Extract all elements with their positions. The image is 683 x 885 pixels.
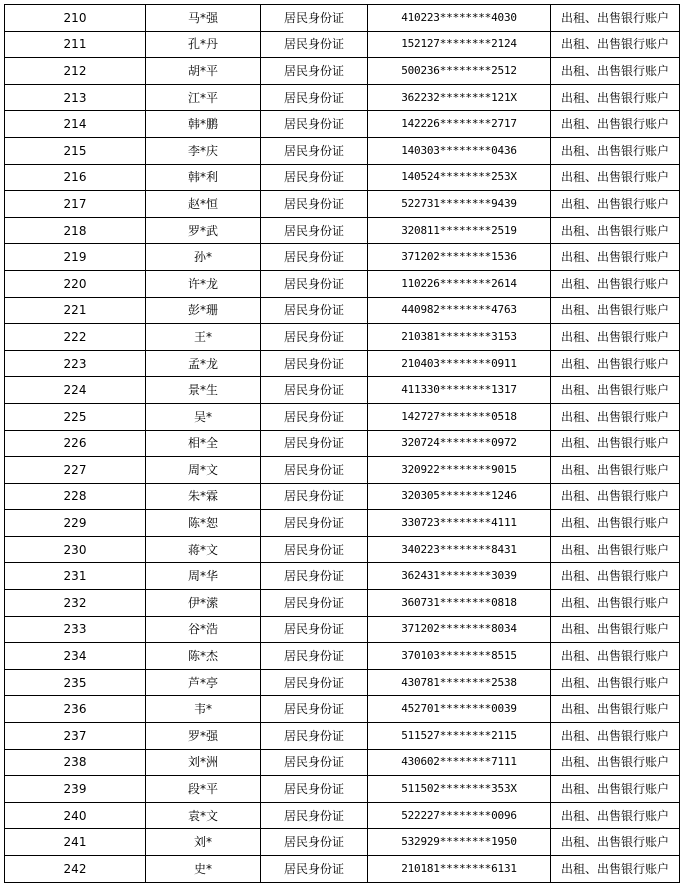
offense-cell: 出租、出售银行账户 — [551, 217, 680, 244]
row-number-cell: 226 — [5, 430, 146, 457]
id-number-cell: 110226********2614 — [368, 270, 551, 297]
id-number-cell: 522731********9439 — [368, 191, 551, 218]
table-row — [5, 403, 680, 430]
id-number-cell: 210181********6131 — [368, 856, 551, 883]
person-name-cell: 蒋*文 — [146, 536, 261, 563]
id-number-cell: 500236********2512 — [368, 58, 551, 85]
row-number-cell: 236 — [5, 696, 146, 723]
id-type-cell: 居民身份证 — [261, 430, 368, 457]
offense-cell: 出租、出售银行账户 — [551, 696, 680, 723]
table-row — [5, 590, 680, 617]
offense-cell: 出租、出售银行账户 — [551, 270, 680, 297]
id-number-cell: 142727********0518 — [368, 403, 551, 430]
table-row — [5, 829, 680, 856]
row-number-cell: 224 — [5, 377, 146, 404]
offense-cell: 出租、出售银行账户 — [551, 669, 680, 696]
table-row — [5, 616, 680, 643]
id-number-cell: 142226********2717 — [368, 111, 551, 138]
table-row — [5, 244, 680, 271]
id-type-cell: 居民身份证 — [261, 403, 368, 430]
offense-cell: 出租、出售银行账户 — [551, 191, 680, 218]
id-number-cell: 370103********8515 — [368, 643, 551, 670]
person-name-cell: 段*平 — [146, 776, 261, 803]
id-type-cell: 居民身份证 — [261, 111, 368, 138]
offense-cell: 出租、出售银行账户 — [551, 430, 680, 457]
row-number-cell: 231 — [5, 563, 146, 590]
id-number-cell: 320811********2519 — [368, 217, 551, 244]
offense-cell: 出租、出售银行账户 — [551, 856, 680, 883]
row-number-cell: 214 — [5, 111, 146, 138]
id-number-cell: 362431********3039 — [368, 563, 551, 590]
table-row — [5, 84, 680, 111]
id-type-cell: 居民身份证 — [261, 457, 368, 484]
row-number-cell: 213 — [5, 84, 146, 111]
person-name-cell: 史* — [146, 856, 261, 883]
id-type-cell: 居民身份证 — [261, 270, 368, 297]
person-name-cell: 相*全 — [146, 430, 261, 457]
offense-cell: 出租、出售银行账户 — [551, 802, 680, 829]
id-type-cell: 居民身份证 — [261, 563, 368, 590]
table-row — [5, 483, 680, 510]
id-type-cell: 居民身份证 — [261, 191, 368, 218]
id-type-cell: 居民身份证 — [261, 616, 368, 643]
person-name-cell: 刘* — [146, 829, 261, 856]
id-type-cell: 居民身份证 — [261, 776, 368, 803]
id-number-cell: 320724********0972 — [368, 430, 551, 457]
person-name-cell: 韦* — [146, 696, 261, 723]
offense-cell: 出租、出售银行账户 — [551, 111, 680, 138]
id-type-cell: 居民身份证 — [261, 31, 368, 58]
row-number-cell: 215 — [5, 137, 146, 164]
offense-cell: 出租、出售银行账户 — [551, 403, 680, 430]
person-name-cell: 刘*洲 — [146, 749, 261, 776]
offense-cell: 出租、出售银行账户 — [551, 297, 680, 324]
table-row — [5, 217, 680, 244]
offense-cell: 出租、出售银行账户 — [551, 776, 680, 803]
id-number-cell: 452701********0039 — [368, 696, 551, 723]
offense-cell: 出租、出售银行账户 — [551, 749, 680, 776]
id-number-cell: 360731********0818 — [368, 590, 551, 617]
offense-cell: 出租、出售银行账户 — [551, 616, 680, 643]
person-name-cell: 陈*恕 — [146, 510, 261, 537]
person-name-cell: 伊*潆 — [146, 590, 261, 617]
table-row — [5, 164, 680, 191]
row-number-cell: 230 — [5, 536, 146, 563]
id-type-cell: 居民身份证 — [261, 749, 368, 776]
person-name-cell: 韩*鹏 — [146, 111, 261, 138]
table-row — [5, 430, 680, 457]
person-name-cell: 孔*丹 — [146, 31, 261, 58]
id-type-cell: 居民身份证 — [261, 297, 368, 324]
row-number-cell: 241 — [5, 829, 146, 856]
person-name-cell: 罗*武 — [146, 217, 261, 244]
row-number-cell: 228 — [5, 483, 146, 510]
offense-cell: 出租、出售银行账户 — [551, 536, 680, 563]
person-name-cell: 谷*浩 — [146, 616, 261, 643]
offense-cell: 出租、出售银行账户 — [551, 5, 680, 32]
person-name-cell: 韩*利 — [146, 164, 261, 191]
id-type-cell: 居民身份证 — [261, 856, 368, 883]
id-number-cell: 340223********8431 — [368, 536, 551, 563]
person-name-cell: 江*平 — [146, 84, 261, 111]
id-type-cell: 居民身份证 — [261, 137, 368, 164]
person-name-cell: 吴* — [146, 403, 261, 430]
row-number-cell: 229 — [5, 510, 146, 537]
id-type-cell: 居民身份证 — [261, 58, 368, 85]
id-number-cell: 410223********4030 — [368, 5, 551, 32]
table-row — [5, 58, 680, 85]
person-name-cell: 孟*龙 — [146, 350, 261, 377]
person-name-cell: 朱*霖 — [146, 483, 261, 510]
row-number-cell: 227 — [5, 457, 146, 484]
person-name-cell: 芦*亭 — [146, 669, 261, 696]
row-number-cell: 216 — [5, 164, 146, 191]
row-number-cell: 219 — [5, 244, 146, 271]
offense-cell: 出租、出售银行账户 — [551, 84, 680, 111]
id-type-cell: 居民身份证 — [261, 377, 368, 404]
row-number-cell: 233 — [5, 616, 146, 643]
row-number-cell: 239 — [5, 776, 146, 803]
id-type-cell: 居民身份证 — [261, 5, 368, 32]
person-name-cell: 许*龙 — [146, 270, 261, 297]
row-number-cell: 237 — [5, 723, 146, 750]
row-number-cell: 221 — [5, 297, 146, 324]
table-row — [5, 270, 680, 297]
offense-cell: 出租、出售银行账户 — [551, 58, 680, 85]
id-type-cell: 居民身份证 — [261, 696, 368, 723]
id-type-cell: 居民身份证 — [261, 244, 368, 271]
row-number-cell: 210 — [5, 5, 146, 32]
id-type-cell: 居民身份证 — [261, 536, 368, 563]
row-number-cell: 218 — [5, 217, 146, 244]
person-name-cell: 胡*平 — [146, 58, 261, 85]
id-number-cell: 152127********2124 — [368, 31, 551, 58]
id-number-cell: 140524********253X — [368, 164, 551, 191]
person-name-cell: 周*华 — [146, 563, 261, 590]
roster-table — [4, 4, 680, 883]
person-name-cell: 王* — [146, 324, 261, 351]
row-number-cell: 225 — [5, 403, 146, 430]
id-type-cell: 居民身份证 — [261, 510, 368, 537]
person-name-cell: 彭*珊 — [146, 297, 261, 324]
table-row — [5, 350, 680, 377]
row-number-cell: 212 — [5, 58, 146, 85]
roster-body — [5, 5, 680, 883]
person-name-cell: 孙* — [146, 244, 261, 271]
id-number-cell: 362232********121X — [368, 84, 551, 111]
table-row — [5, 510, 680, 537]
row-number-cell: 242 — [5, 856, 146, 883]
offense-cell: 出租、出售银行账户 — [551, 31, 680, 58]
offense-cell: 出租、出售银行账户 — [551, 723, 680, 750]
row-number-cell: 232 — [5, 590, 146, 617]
row-number-cell: 220 — [5, 270, 146, 297]
table-row — [5, 297, 680, 324]
id-type-cell: 居民身份证 — [261, 669, 368, 696]
row-number-cell: 240 — [5, 802, 146, 829]
id-type-cell: 居民身份证 — [261, 164, 368, 191]
person-name-cell: 李*庆 — [146, 137, 261, 164]
id-number-cell: 330723********4111 — [368, 510, 551, 537]
offense-cell: 出租、出售银行账户 — [551, 590, 680, 617]
table-row — [5, 457, 680, 484]
table-row — [5, 324, 680, 351]
table-row — [5, 723, 680, 750]
person-name-cell: 袁*文 — [146, 802, 261, 829]
table-row — [5, 776, 680, 803]
id-number-cell: 511502********353X — [368, 776, 551, 803]
id-number-cell: 430602********7111 — [368, 749, 551, 776]
id-number-cell: 532929********1950 — [368, 829, 551, 856]
id-type-cell: 居民身份证 — [261, 483, 368, 510]
id-number-cell: 430781********2538 — [368, 669, 551, 696]
id-type-cell: 居民身份证 — [261, 802, 368, 829]
table-row — [5, 856, 680, 883]
id-type-cell: 居民身份证 — [261, 643, 368, 670]
id-type-cell: 居民身份证 — [261, 350, 368, 377]
offense-cell: 出租、出售银行账户 — [551, 324, 680, 351]
id-number-cell: 210381********3153 — [368, 324, 551, 351]
table-row — [5, 377, 680, 404]
id-number-cell: 320922********9015 — [368, 457, 551, 484]
offense-cell: 出租、出售银行账户 — [551, 457, 680, 484]
id-type-cell: 居民身份证 — [261, 84, 368, 111]
row-number-cell: 234 — [5, 643, 146, 670]
id-number-cell: 210403********0911 — [368, 350, 551, 377]
table-row — [5, 536, 680, 563]
table-row — [5, 137, 680, 164]
table-row — [5, 669, 680, 696]
table-row — [5, 191, 680, 218]
id-type-cell: 居民身份证 — [261, 590, 368, 617]
offense-cell: 出租、出售银行账户 — [551, 643, 680, 670]
id-type-cell: 居民身份证 — [261, 723, 368, 750]
offense-cell: 出租、出售银行账户 — [551, 829, 680, 856]
table-row — [5, 111, 680, 138]
table-row — [5, 563, 680, 590]
table-row — [5, 643, 680, 670]
id-number-cell: 440982********4763 — [368, 297, 551, 324]
offense-cell: 出租、出售银行账户 — [551, 510, 680, 537]
id-number-cell: 511527********2115 — [368, 723, 551, 750]
id-number-cell: 320305********1246 — [368, 483, 551, 510]
person-name-cell: 陈*杰 — [146, 643, 261, 670]
row-number-cell: 235 — [5, 669, 146, 696]
row-number-cell: 222 — [5, 324, 146, 351]
id-type-cell: 居民身份证 — [261, 217, 368, 244]
offense-cell: 出租、出售银行账户 — [551, 137, 680, 164]
offense-cell: 出租、出售银行账户 — [551, 483, 680, 510]
table-row — [5, 31, 680, 58]
person-name-cell: 赵*恒 — [146, 191, 261, 218]
id-type-cell: 居民身份证 — [261, 324, 368, 351]
row-number-cell: 211 — [5, 31, 146, 58]
id-type-cell: 居民身份证 — [261, 829, 368, 856]
row-number-cell: 217 — [5, 191, 146, 218]
person-name-cell: 罗*强 — [146, 723, 261, 750]
table-row — [5, 802, 680, 829]
id-number-cell: 140303********0436 — [368, 137, 551, 164]
offense-cell: 出租、出售银行账户 — [551, 377, 680, 404]
id-number-cell: 522227********0096 — [368, 802, 551, 829]
id-number-cell: 411330********1317 — [368, 377, 551, 404]
row-number-cell: 238 — [5, 749, 146, 776]
table-row — [5, 5, 680, 32]
table-row — [5, 749, 680, 776]
person-name-cell: 周*文 — [146, 457, 261, 484]
offense-cell: 出租、出售银行账户 — [551, 244, 680, 271]
person-name-cell: 马*强 — [146, 5, 261, 32]
offense-cell: 出租、出售银行账户 — [551, 164, 680, 191]
offense-cell: 出租、出售银行账户 — [551, 563, 680, 590]
row-number-cell: 223 — [5, 350, 146, 377]
id-number-cell: 371202********1536 — [368, 244, 551, 271]
id-number-cell: 371202********8034 — [368, 616, 551, 643]
offense-cell: 出租、出售银行账户 — [551, 350, 680, 377]
person-name-cell: 景*生 — [146, 377, 261, 404]
table-row — [5, 696, 680, 723]
